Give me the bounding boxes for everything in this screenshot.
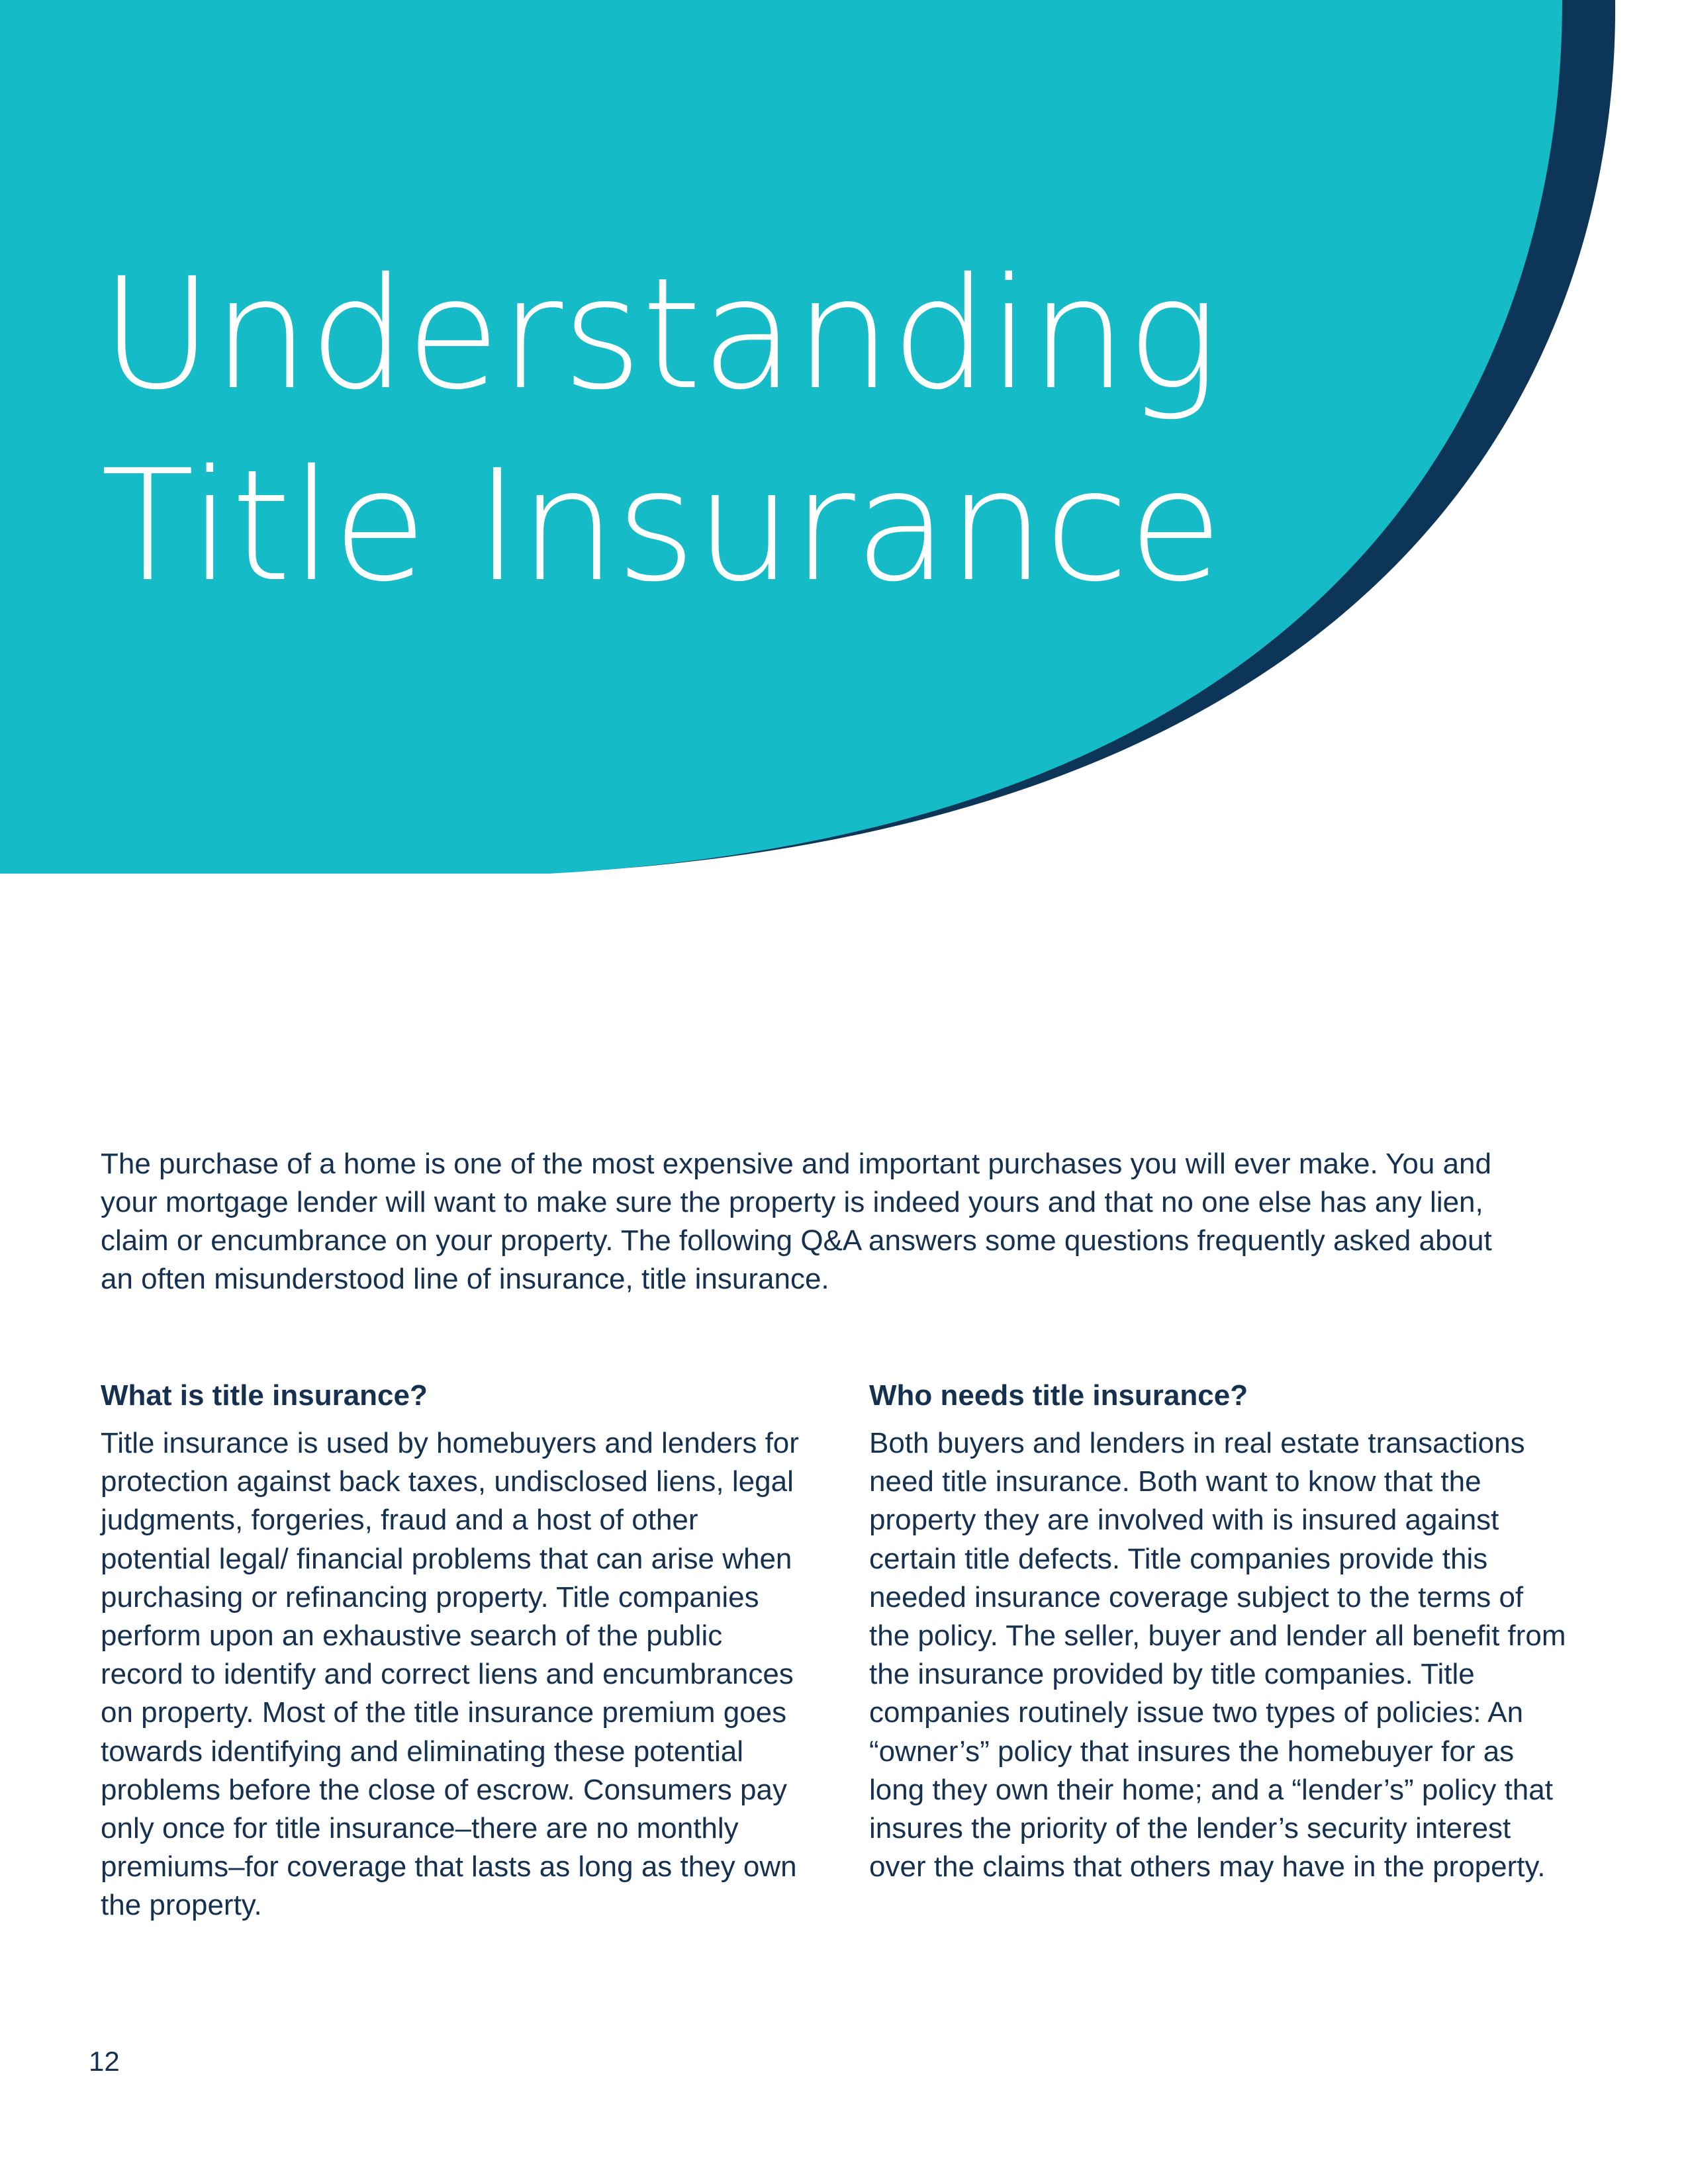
section-body: Title insurance is used by homebuyers and lenders for protection against back taxes, undisclosed liens, legal judgments, forgeries, fraud and a host of other potential legal/ financial problems that can arise when purchasing or refinancing property. Title companies perform upon an exhaustive search of the public record to identify and correct liens and encumbrances on property. Most of the title insurance premium goes towards identifying and eliminating these potential problems before the close of escrow. Consumers pay only once for title insurance–there are no monthly premiums–for coverage that lasts as long as they own the property. [101, 1427, 799, 1922]
page-title-line-2: Title Insurance [101, 437, 1223, 615]
page-number: 12 [89, 2046, 120, 2077]
section-heading: Who needs title insurance? [869, 1379, 1248, 1412]
section-what-is-title-insurance [101, 1377, 802, 1925]
page-title-line-1: Understanding [101, 245, 1219, 424]
page-title [101, 238, 1222, 622]
hero-banner [0, 0, 1688, 927]
intro-paragraph: The purchase of a home is one of the most expensive and important purchases you will ever make. You and your mortgage lender will want to make sure the property is indeed yours and that no one else has any lien, claim or encumbrance on your property. The following Q&A answers some questions frequently asked about an often misunderstood line of insurance, title insurance. [101, 1148, 1492, 1295]
section-body: Both buyers and lenders in real estate transactions need title insurance. Both want to know that the property they are involved with is insured against certain title defects. Title companies provide this needed insurance coverage subject to the terms of the policy. The seller, buyer and lender all benefit from the insurance provided by title companies. Title companies routinely issue two types of policies: An “owner’s” policy that insures the homebuyer for as long they own their home; and a “lender’s” policy that insures the priority of the lender’s security interest over the claims that others may have in the property. [869, 1427, 1566, 1884]
section-who-needs-title-insurance [869, 1377, 1571, 1886]
section-heading: What is title insurance? [101, 1379, 428, 1412]
